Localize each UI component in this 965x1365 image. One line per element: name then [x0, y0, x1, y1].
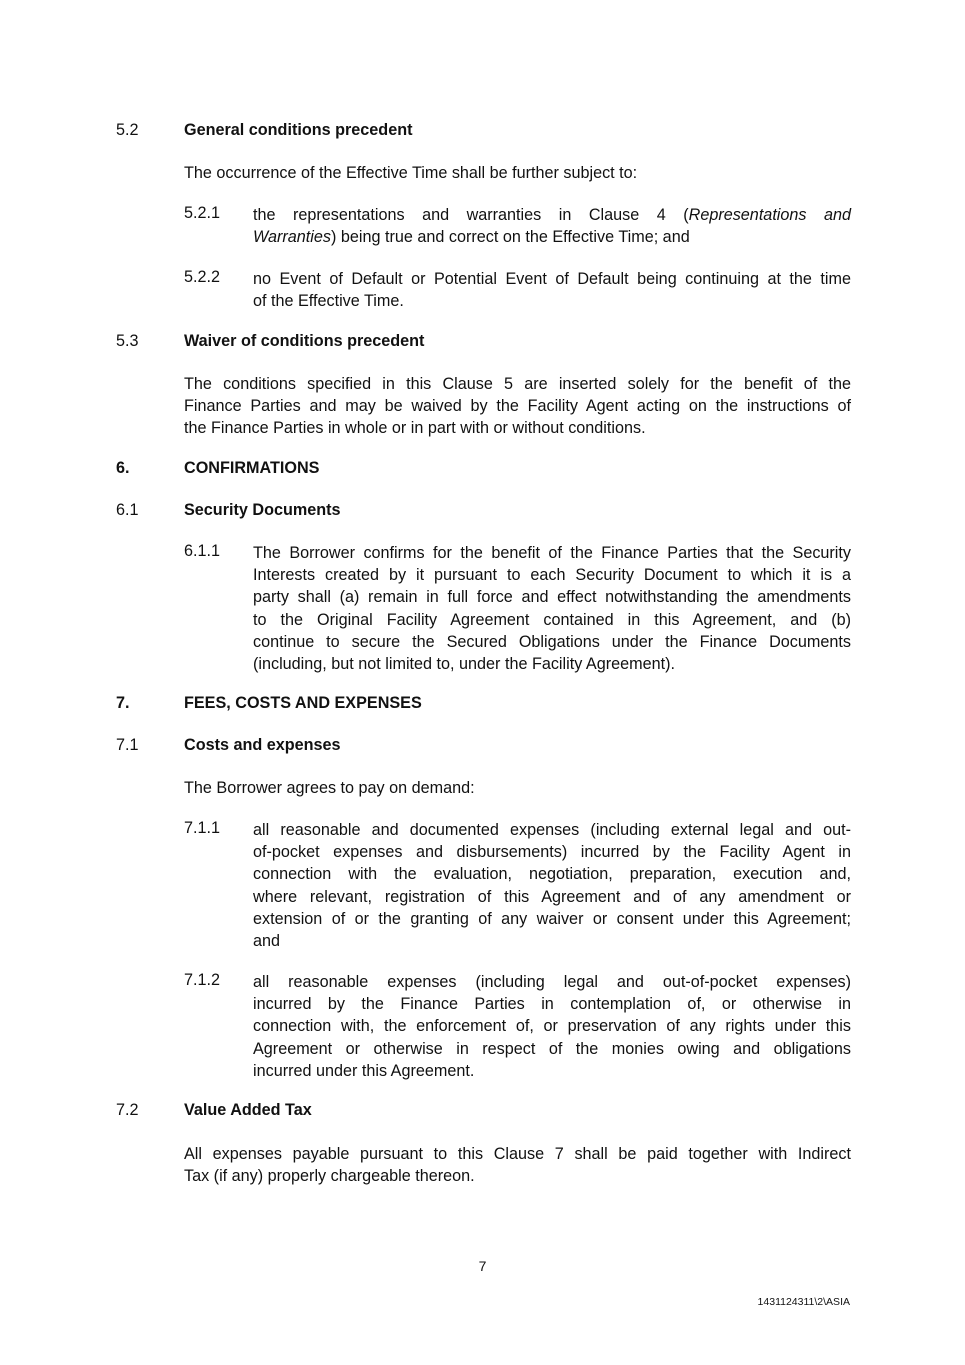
- clause-text-italic: Representations and: [688, 206, 852, 224]
- text-line: All expenses payable pursuant to this Clause 7 shall be paid together with Indirect: [184, 1145, 851, 1163]
- section-heading: Security Documents: [184, 501, 341, 519]
- section-heading: General conditions precedent: [184, 121, 413, 139]
- clause-text-italic: Warranties: [253, 228, 331, 247]
- section-heading: Value Added Tax: [184, 1101, 312, 1119]
- section-heading: Costs and expenses: [184, 736, 341, 754]
- text-line: incurred under this Agreement.: [253, 1061, 475, 1080]
- clause-number: 5.2.2: [184, 268, 221, 286]
- page-number: 7: [478, 1258, 487, 1274]
- clause-number: 7.1.2: [184, 971, 221, 989]
- section-number: 5.2: [116, 121, 139, 139]
- text-line: Tax (if any) properly chargeable thereon.: [184, 1167, 475, 1186]
- clause-text-part: ) being true and correct on the Effective Time; and: [330, 228, 690, 247]
- section-number: 5.3: [116, 332, 139, 350]
- text-line: all reasonable expenses (including legal and out-of-pocket expenses): [253, 973, 851, 991]
- text-line: Finance Parties and may be waived by the Facility Agent acting on the instructions of: [184, 397, 851, 416]
- text-line: connection with the evaluation, negotiation, preparation, execution and,: [253, 865, 851, 884]
- text-line: (including, but not limited to, under the Facility Agreement).: [253, 655, 675, 674]
- clause-text: [253, 268, 851, 312]
- clause-number: 6.1.1: [184, 542, 221, 560]
- text-line: of the Effective Time.: [253, 292, 404, 311]
- section-number: 6.1: [116, 501, 139, 519]
- section-heading: CONFIRMATIONS: [184, 459, 320, 477]
- section-number: 6.: [116, 459, 130, 477]
- paragraph: [184, 1143, 851, 1187]
- text-line: Interests created by it pursuant to each Security Document to which it is a: [253, 566, 851, 585]
- text-line: the Finance Parties in whole or in part with or without conditions.: [184, 419, 646, 438]
- text-line: where relevant, registration of this Agreement and of any amendment or: [253, 887, 851, 906]
- section-number: 7.2: [116, 1101, 139, 1119]
- section-heading: FEES, COSTS AND EXPENSES: [184, 694, 422, 712]
- clause-text: [253, 204, 851, 248]
- section-number: 7.1: [116, 736, 139, 754]
- clause-number: 7.1.1: [184, 819, 221, 837]
- text-line: of-pocket expenses and disbursements) incurred by the Facility Agent in: [253, 843, 851, 862]
- text-line: no Event of Default or Potential Event of Default being continuing at the time: [253, 270, 851, 288]
- document-reference: 1431124311\2\ASIA: [757, 1296, 850, 1308]
- text-line: The Borrower confirms for the benefit of the Finance Parties that the Security: [253, 544, 851, 562]
- clause-text: [253, 542, 851, 675]
- text-line: continue to secure the Secured Obligations under the Finance Documents: [253, 632, 851, 651]
- clause-text: [253, 819, 851, 952]
- text-line: all reasonable and documented expenses (including external legal and out-: [253, 821, 851, 839]
- text-line: incurred by the Finance Parties in contemplation of, or otherwise in: [253, 995, 851, 1014]
- section-number: 7.: [116, 694, 130, 712]
- text-line: Agreement or otherwise in respect of the monies owing and obligations: [253, 1039, 851, 1058]
- clause-text: [253, 971, 851, 1082]
- clause-number: 5.2.1: [184, 204, 221, 222]
- text-line: connection with, the enforcement of, or preservation of any rights under this: [253, 1017, 851, 1036]
- paragraph: The Borrower agrees to pay on demand:: [184, 779, 475, 797]
- text-line: party shall (a) remain in full force and effect notwithstanding the amendments: [253, 588, 851, 607]
- text-line: to the Original Facility Agreement contained in this Agreement, and (b): [253, 610, 851, 629]
- text-line: The conditions specified in this Clause 5 are inserted solely for the benefit of the: [184, 375, 851, 393]
- section-heading: Waiver of conditions precedent: [184, 332, 425, 350]
- clause-text-part: the representations and warranties in Clause 4 (: [253, 206, 689, 224]
- paragraph: [184, 373, 851, 440]
- text-line: extension of or the granting of any waiver or consent under this Agreement;: [253, 909, 851, 928]
- paragraph: The occurrence of the Effective Time shall be further subject to:: [184, 164, 638, 182]
- text-line: and: [253, 932, 281, 951]
